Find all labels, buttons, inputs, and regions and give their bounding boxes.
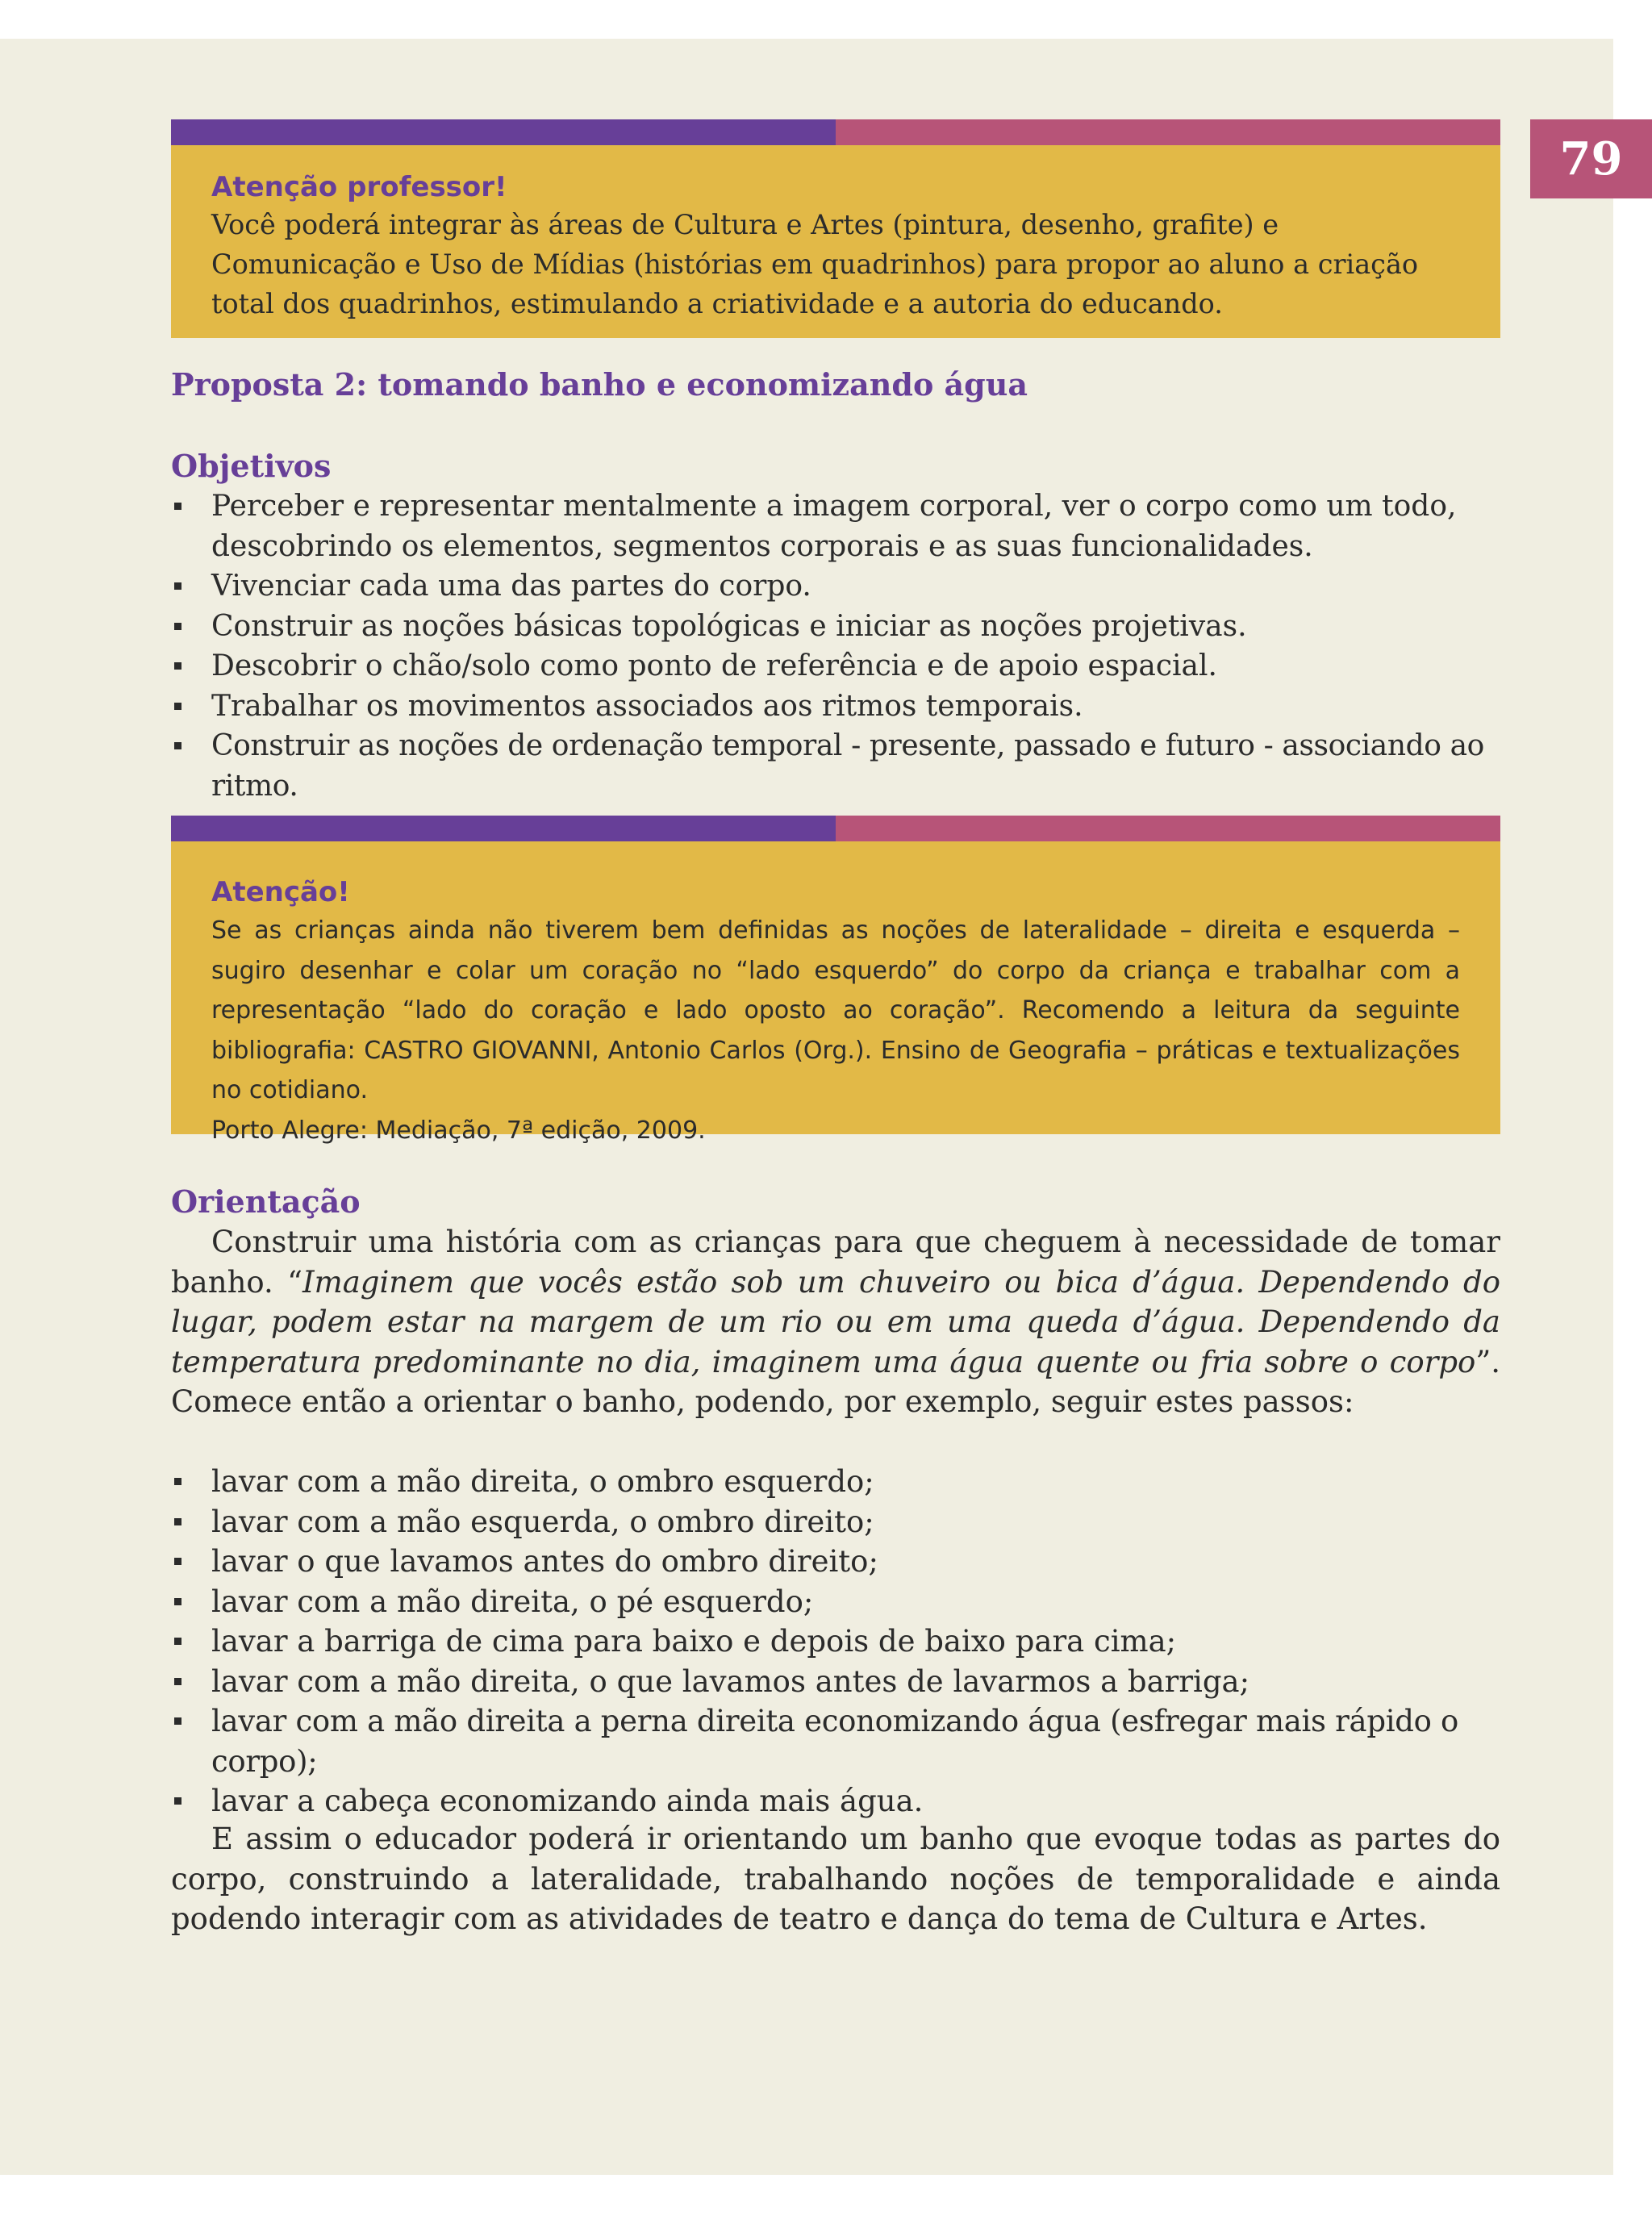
list-item: lavar o que lavamos antes do ombro direito; — [171, 1542, 1500, 1582]
list-item: lavar com a mão direita, o ombro esquerdo; — [171, 1462, 1500, 1502]
callout-text: Você poderá integrar às áreas de Cultura e Artes (pintura, desenho, grafite) e Comunicação e Uso de Mídias (histórias em quadrinhos) para propor ao aluno a criação total dos quadrinhos, estimulando a criatividade e a autoria do educando. — [211, 209, 1419, 319]
list-item: Construir as noções básicas topológicas e iniciar as noções projetivas. — [171, 607, 1500, 647]
list-item: lavar com a mão direita a perna direita economizando água (esfregar mais rápido o corpo); — [171, 1701, 1500, 1781]
callout-bar-purple — [171, 119, 836, 145]
teacher-attention-callout — [171, 119, 1500, 338]
attention-callout — [171, 816, 1500, 1145]
intro-italic-quote: Imaginem que vocês estão sob um chuveiro ou bica d’água. Dependendo do lugar, podem estar na margem de um rio ou em uma queda d’água. Dependendo da temperatura predominante no dia, imaginem uma água quente ou fria sobre o corpo — [171, 1264, 1500, 1379]
list-item: lavar a barriga de cima para baixo e depois de baixo para cima; — [171, 1621, 1500, 1662]
callout-text: Se as crianças ainda não tiverem bem definidas as noções de lateralidade – direita e esquerda – sugiro desenhar e colar um coração no “lado esquerdo” do corpo da criança e trabalhar com a representação “lado do coração e lado oposto ao coração”. Recomendo a leitura da seguinte bibliografia: CASTRO GIOVANNI, Antonio Carlos (Org.). Ensino de Geografia – práticas e textualizações no cotidiano. — [211, 916, 1460, 1104]
bath-steps-list — [171, 1462, 1500, 1822]
callout-bar-purple — [171, 816, 836, 841]
callout-color-bar — [171, 119, 1500, 145]
guidance-heading: Orientação — [171, 1183, 361, 1220]
callout-bar-pink — [836, 119, 1500, 145]
closing-paragraph: E assim o educador poderá ir orientando um banho que evoque todas as partes do corpo, construindo a lateralidade, trabalhando noções de temporalidade e ainda podendo interagir com as atividades de teatro e dança do tema de Cultura e Artes. — [171, 1822, 1500, 1936]
callout-title: Atenção! — [211, 876, 350, 908]
list-item: lavar a cabeça economizando ainda mais água. — [171, 1781, 1500, 1822]
list-item: Trabalhar os movimentos associados aos ritmos temporais. — [171, 687, 1500, 727]
list-item: Construir as noções de ordenação temporal - presente, passado e futuro - associando ao ritmo. — [171, 726, 1500, 806]
callout-color-bar — [171, 816, 1500, 841]
callout-bar-pink — [836, 816, 1500, 841]
callout-text-citation: Porto Alegre: Mediação, 7ª edição, 2009. — [211, 1116, 706, 1145]
list-item: Descobrir o chão/solo como ponto de referência e de apoio espacial. — [171, 646, 1500, 687]
callout-title: Atenção professor! — [211, 171, 507, 203]
intro-text: Construir uma história com as crianças para que cheguem à necessidade de tomar banho. “ — [171, 1225, 1500, 1300]
objectives-heading: Objetivos — [171, 448, 332, 484]
guidance-intro-paragraph — [171, 1222, 1500, 1422]
list-item: lavar com a mão direita, o que lavamos antes de lavarmos a barriga; — [171, 1662, 1500, 1702]
objectives-list — [171, 486, 1500, 806]
list-item: lavar com a mão direita, o pé esquerdo; — [171, 1582, 1500, 1622]
list-item: lavar com a mão esquerda, o ombro direito; — [171, 1502, 1500, 1542]
intro-text-end: ”. Comece então a orientar o banho, podendo, por exemplo, seguir estes passos: — [171, 1344, 1500, 1419]
page-number: 79 — [1530, 119, 1652, 198]
proposal-title: Proposta 2: tomando banho e economizando água — [171, 366, 1028, 403]
list-item: Perceber e representar mentalmente a imagem corporal, ver o corpo como um todo, descobrindo os elementos, segmentos corporais e as suas funcionalidades. — [171, 486, 1500, 566]
list-item: Vivenciar cada uma das partes do corpo. — [171, 566, 1500, 607]
